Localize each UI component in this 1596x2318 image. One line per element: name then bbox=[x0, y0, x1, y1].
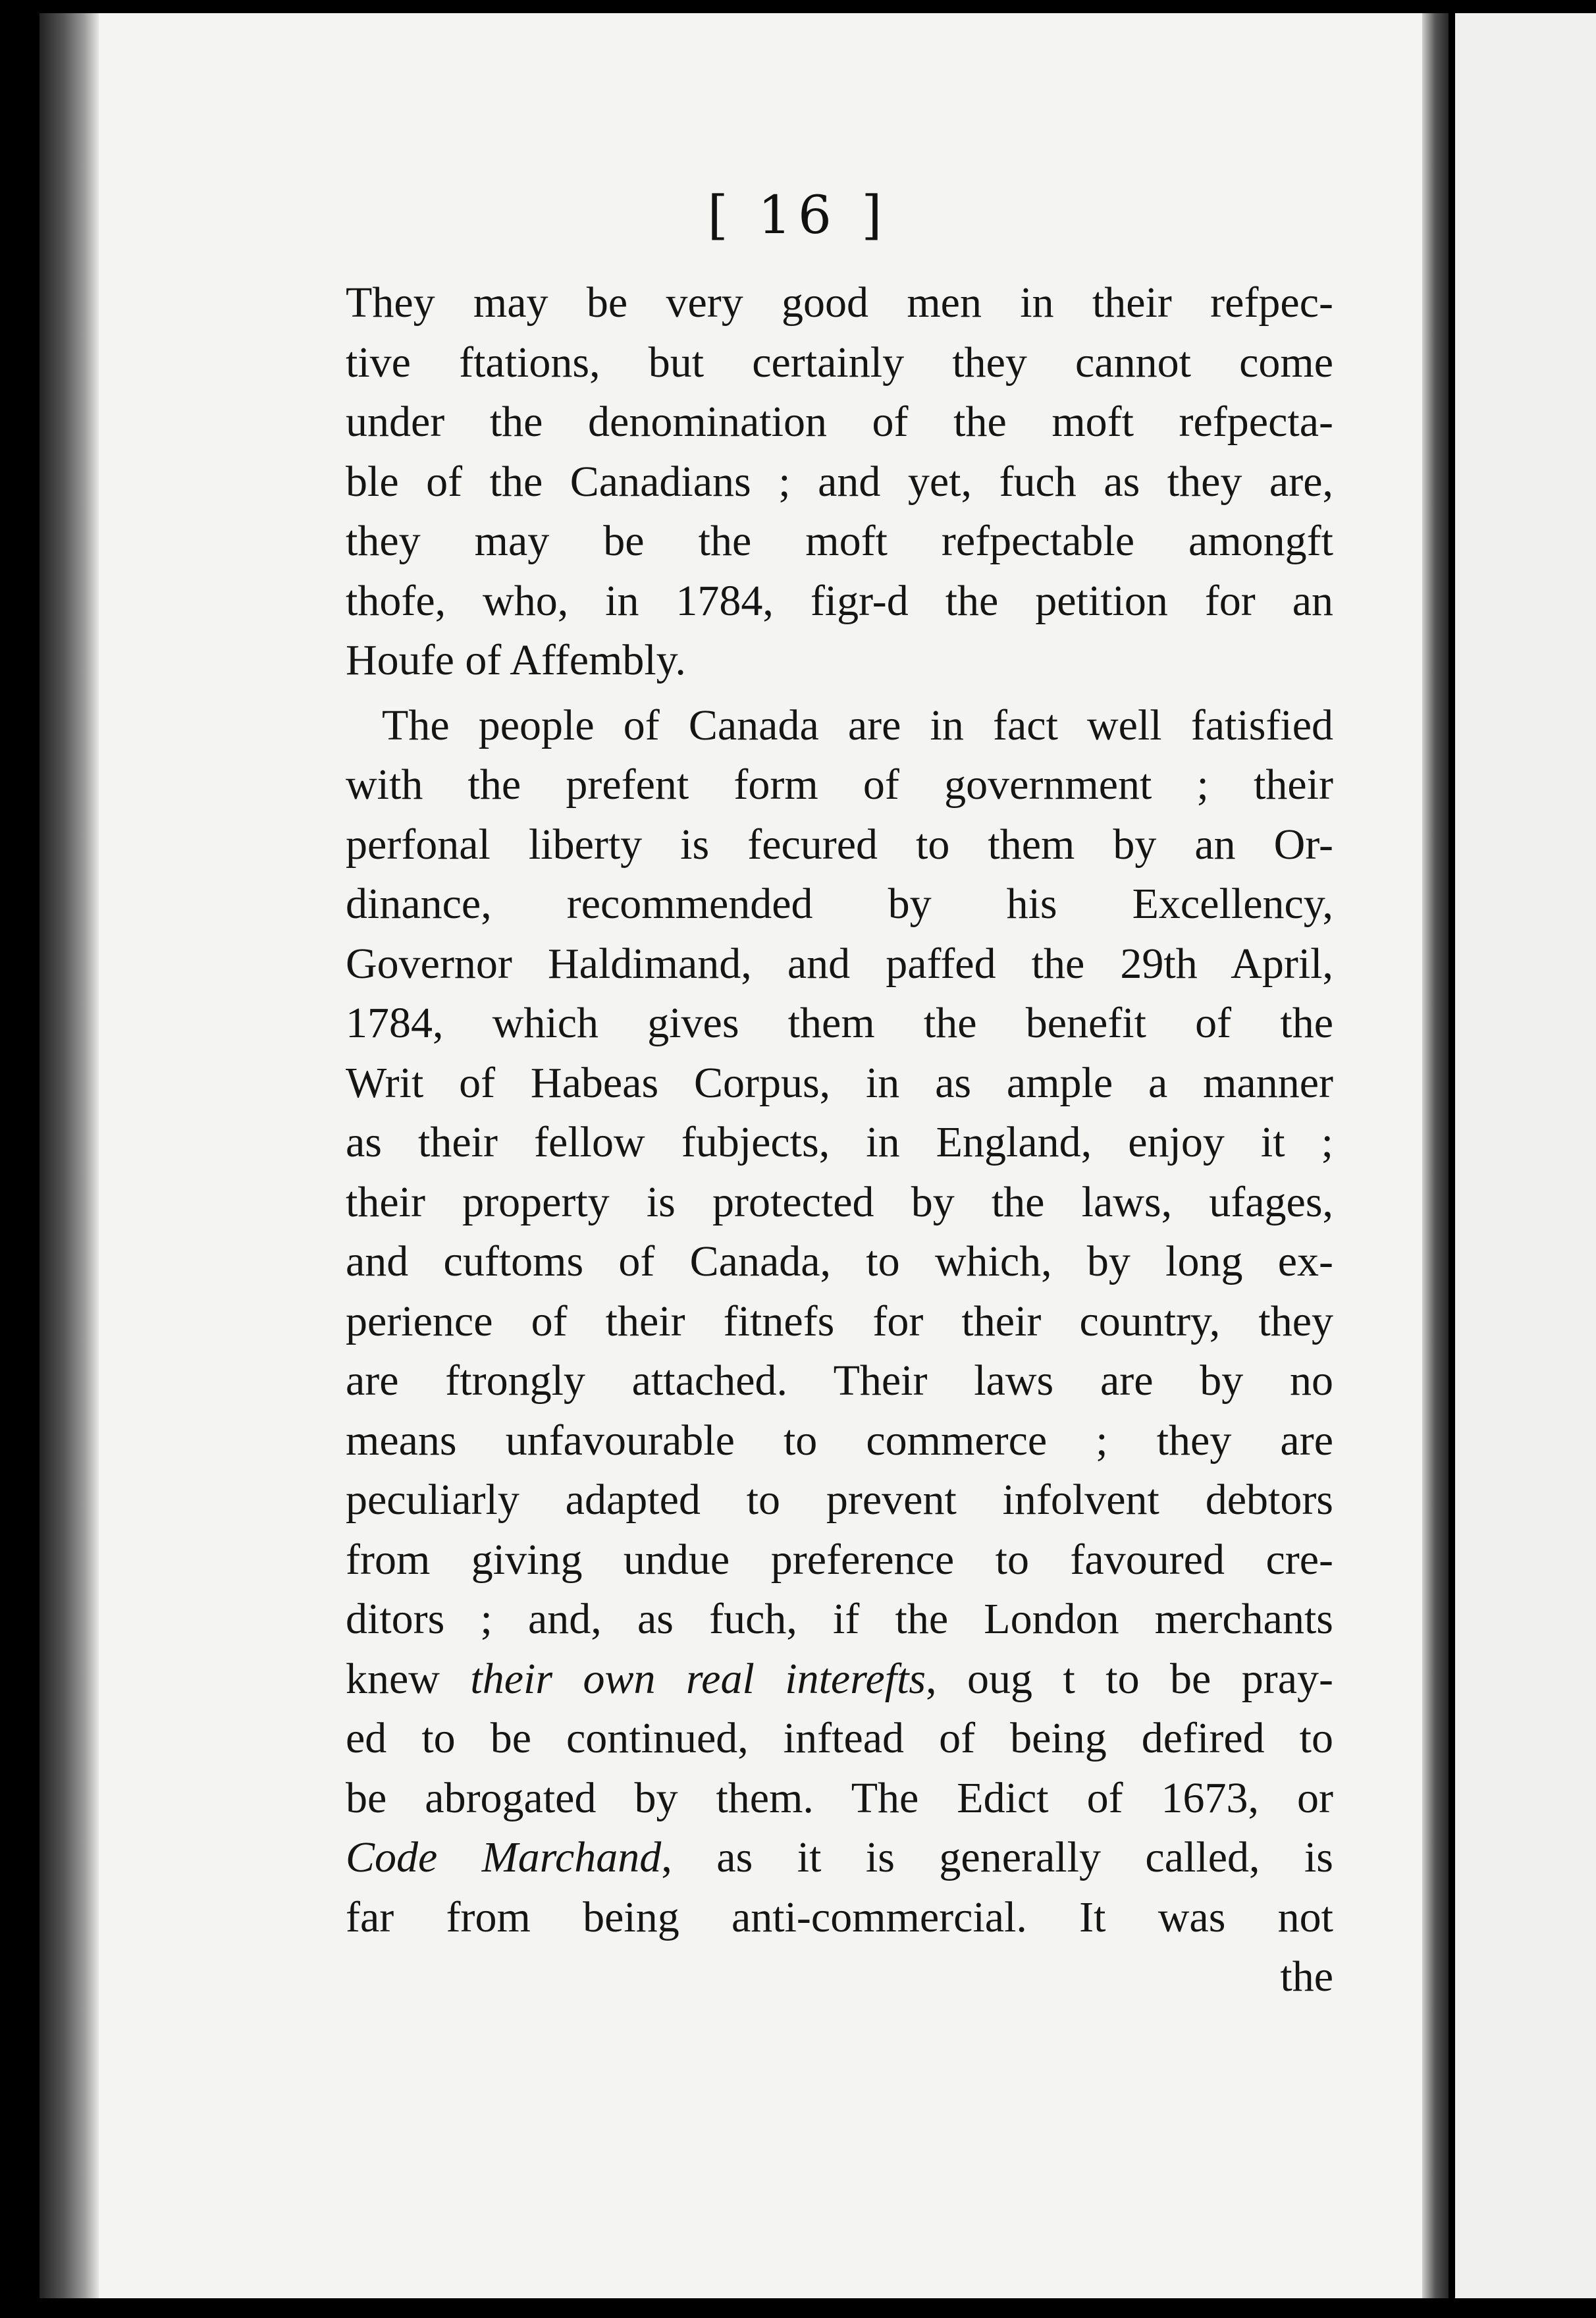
text-line: tive ftations, but certainly they cannot come bbox=[346, 338, 1333, 387]
text-line: perfonal liberty is fecured to them by an Or- bbox=[346, 820, 1333, 869]
text-line: as their fellow fubjects, in England, enjoy it ; bbox=[346, 1118, 1333, 1166]
text-line: Houfe of Affembly. bbox=[346, 636, 686, 684]
text-fragment: , oug t to be pray- bbox=[926, 1654, 1333, 1703]
italic-phrase: Code Marchand bbox=[346, 1833, 662, 1881]
text-line bbox=[346, 1828, 1333, 1888]
italic-phrase: their own real interefts bbox=[470, 1654, 926, 1703]
page-number: [ 16 ] bbox=[707, 184, 889, 246]
text-line: perience of their fitnefs for their country, they bbox=[346, 1297, 1333, 1345]
catchword: the bbox=[1280, 1953, 1333, 2001]
text-line: dinance, recommended by his Excellency, bbox=[346, 880, 1333, 928]
text-line bbox=[346, 1650, 1333, 1710]
text-line: The people of Canada are in fact well fatisfied bbox=[382, 701, 1333, 749]
text-line: under the denomination of the moft refpecta- bbox=[346, 398, 1333, 446]
text-fragment: , as it is generally called, is bbox=[661, 1833, 1333, 1881]
text-line: ed to be continued, inftead of being defired to bbox=[346, 1714, 1333, 1762]
text-line: ble of the Canadians ; and yet, fuch as they are, bbox=[346, 457, 1333, 506]
text-line: peculiarly adapted to prevent infolvent debtors bbox=[346, 1476, 1333, 1524]
text-line: and cuftoms of Canada, to which, by long ex- bbox=[346, 1237, 1333, 1285]
text-line: They may be very good men in their refpec- bbox=[346, 279, 1333, 327]
text-line: Writ of Habeas Corpus, in as ample a manner bbox=[346, 1058, 1333, 1107]
text-fragment: knew bbox=[346, 1654, 471, 1703]
text-line: with the prefent form of government ; their bbox=[346, 761, 1333, 809]
text-line: from giving undue preference to favoured cre- bbox=[346, 1535, 1333, 1584]
text-line: far from being anti-commercial. It was not bbox=[346, 1893, 1333, 1941]
text-line: are ftrongly attached. Their laws are by no bbox=[346, 1357, 1333, 1405]
facing-page bbox=[1455, 13, 1596, 2298]
page-left-edge bbox=[40, 13, 99, 2298]
body-text bbox=[346, 273, 1333, 2007]
text-line: 1784, which gives them the benefit of the bbox=[346, 999, 1333, 1047]
text-line: means unfavourable to commerce ; they are bbox=[346, 1416, 1333, 1465]
text-line: be abrogated by them. The Edict of 1673, or bbox=[346, 1773, 1333, 1822]
text-line: they may be the moft refpectable amongft bbox=[346, 517, 1333, 565]
text-line: ditors ; and, as fuch, if the London merchants bbox=[346, 1595, 1333, 1643]
text-line: thofe, who, in 1784, figr-d the petition for an bbox=[346, 576, 1333, 625]
text-line: their property is protected by the laws, ufages, bbox=[346, 1177, 1333, 1226]
text-line: Governor Haldimand, and paffed the 29th April, bbox=[346, 939, 1333, 988]
